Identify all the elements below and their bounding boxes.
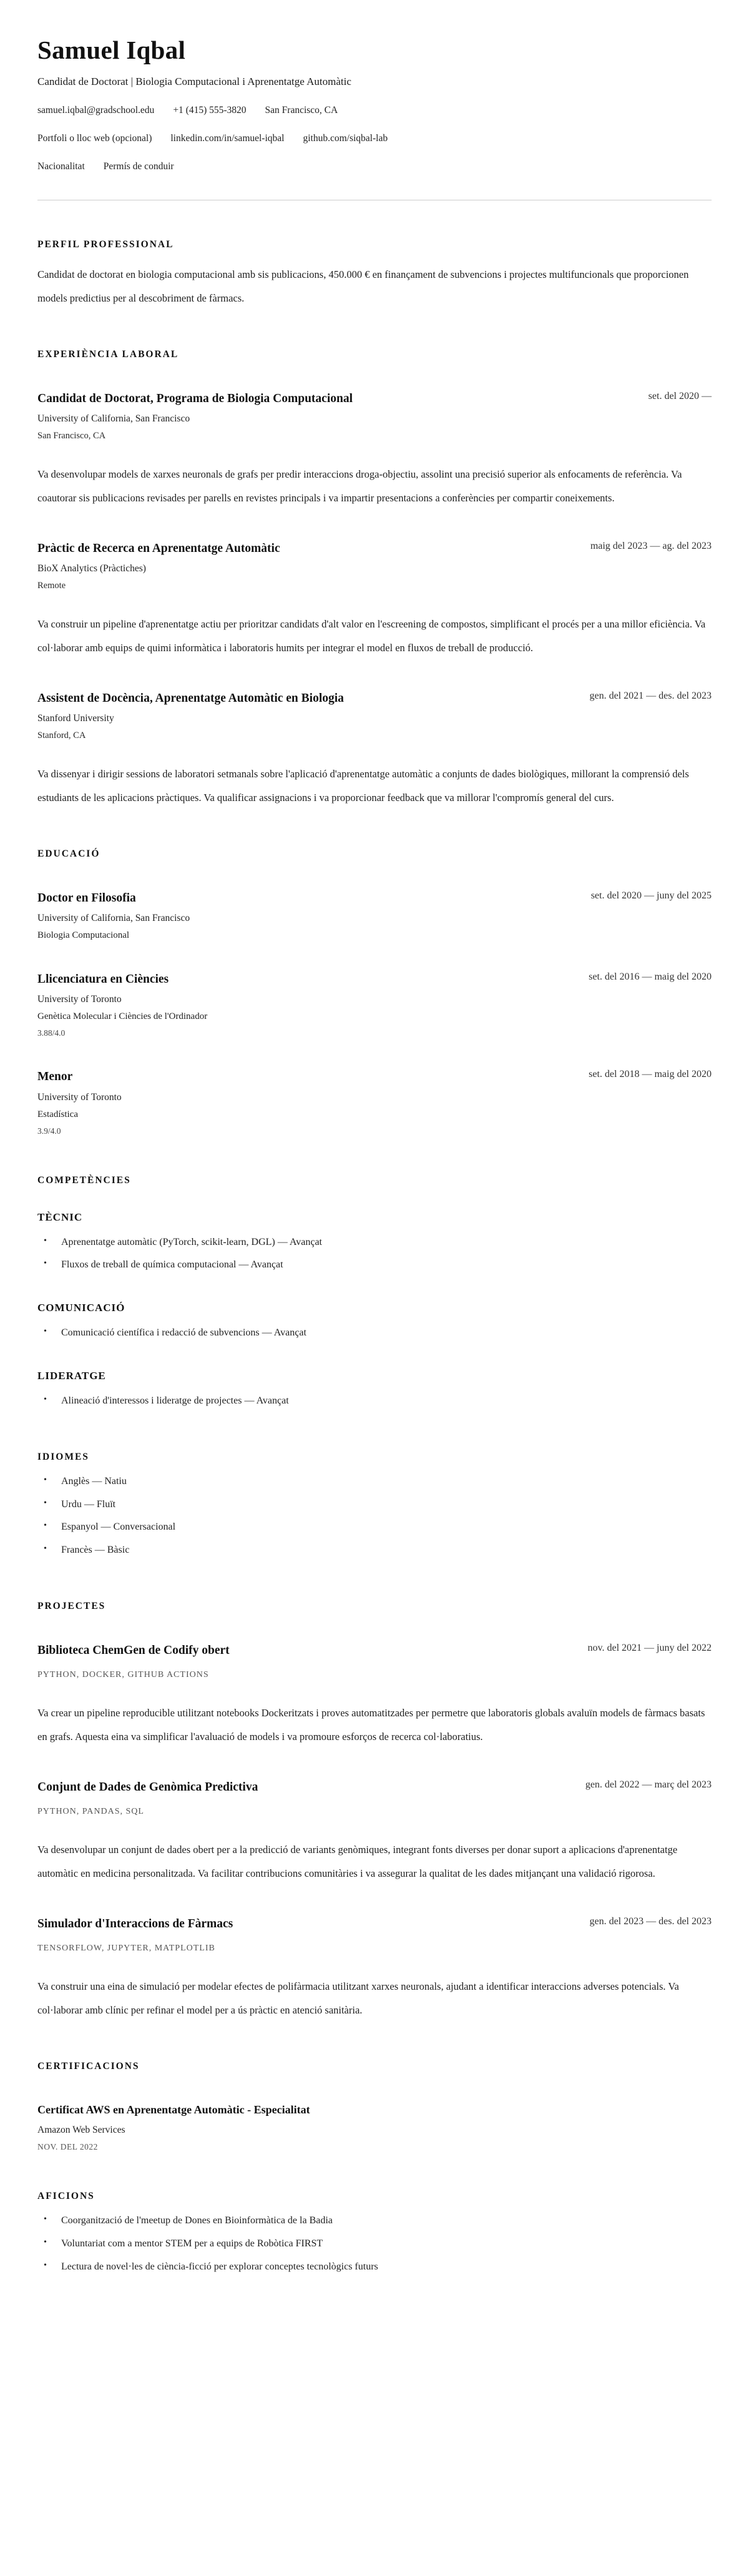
skill-group-title: TÈCNIC [37, 1211, 83, 1223]
contact-row-2 [37, 133, 712, 144]
job-header [37, 539, 712, 558]
certifications-heading: CERTIFICACIONS [37, 2061, 140, 2072]
degree-gpa: 3.88/4.0 [37, 1028, 66, 1038]
skill-list [37, 1322, 712, 1345]
profile-text: Candidat de doctorat en biologia computacional amb sis publicacions, 450.000 € en finançament de subvencions i projectes multifuncionals que proporcionen models predictius per al descobriment de fàrmacs. [37, 268, 689, 304]
skill-item: • Aprenentatge automàtic (PyTorch, scikit-learn, DGL) — Avançat [37, 1231, 712, 1254]
section-skills [37, 1175, 712, 1413]
degree-field: Biologia Computacional [37, 930, 130, 941]
language-item: • Francès — Bàsic [37, 1539, 712, 1562]
project-entry [37, 1777, 712, 1885]
contact-email: samuel.iqbal@gradschool.edu [37, 105, 155, 116]
project-dates: nov. del 2021 — juny del 2022 [587, 1643, 712, 1653]
skills-heading: COMPETÈNCIES [37, 1174, 131, 1186]
section-hobbies [37, 2191, 712, 2278]
resume-header [37, 35, 712, 200]
job-entry [37, 539, 712, 660]
degree-school: University of Toronto [37, 1091, 122, 1103]
project-entry [37, 1641, 712, 1749]
job-header [37, 389, 712, 408]
project-description: Va crear un pipeline reproducible utilitzant notebooks Dockeritzats i proves automatitzades per permetre que laboratoris globals avaluïn models de fàrmacs basats en grafs. Aquesta eina va simplificar l'avaluació de models i va promoure esforços de recerca col·laboratius. [37, 1707, 705, 1743]
degree-gpa: 3.9/4.0 [37, 1126, 61, 1136]
job-location: Remote [37, 581, 66, 591]
degree-title: Menor [37, 1070, 73, 1084]
project-dates: gen. del 2022 — març del 2023 [585, 1779, 712, 1791]
skill-group-title: COMUNICACIÓ [37, 1302, 125, 1314]
contact-location: San Francisco, CA [265, 105, 338, 116]
job-dates: gen. del 2021 — des. del 2023 [589, 691, 712, 701]
degree-school: University of California, San Francisco [37, 913, 190, 924]
job-header [37, 689, 712, 708]
project-title: Biblioteca ChemGen de Codify obert [37, 1644, 230, 1657]
degree-header [37, 888, 712, 908]
language-list [37, 1470, 712, 1562]
language-item: • Urdu — Fluït [37, 1493, 712, 1517]
certification-entry [37, 2101, 712, 2152]
section-projects [37, 1601, 712, 2022]
contact-github: github.com/siqbal-lab [303, 133, 388, 144]
project-stack: PYTHON, DOCKER, GITHUB ACTIONS [37, 1670, 209, 1680]
profile-heading: PERFIL PROFESSIONAL [37, 239, 174, 250]
contact-nationality: Nacionalitat [37, 161, 85, 172]
hobbies-heading: AFICIONS [37, 2190, 95, 2201]
degree-entry [37, 888, 712, 941]
job-entry [37, 689, 712, 810]
projects-heading: PROJECTES [37, 1601, 106, 1611]
skill-group-title: LIDERATGE [37, 1370, 106, 1382]
languages-heading: IDIOMES [37, 1451, 89, 1462]
project-title: Simulador d'Interaccions de Fàrmacs [37, 1917, 233, 1931]
degree-entry [37, 1067, 712, 1136]
contact-row-1 [37, 105, 712, 116]
project-header [37, 1914, 712, 1934]
language-item: • Anglès — Natiu [37, 1470, 712, 1493]
contact-row-3 [37, 161, 712, 172]
certification-title: Certificat AWS en Aprenentatge Automàtic - Especialitat [37, 2103, 310, 2116]
project-header [37, 1641, 712, 1660]
degree-entry [37, 970, 712, 1038]
project-title: Conjunt de Dades de Genòmica Predictiva [37, 1781, 258, 1794]
degree-title: Llicenciatura en Ciències [37, 973, 169, 986]
project-stack: TENSORFLOW, JUPYTER, MATPLOTLIB [37, 1944, 215, 1954]
hobby-item: • Lectura de novel·les de ciència-ficció per explorar conceptes tecnològics futurs [37, 2256, 712, 2279]
job-company: Stanford University [37, 713, 114, 724]
job-dates: maig del 2023 — ag. del 2023 [590, 540, 712, 551]
job-entry [37, 389, 712, 510]
language-item: • Espanyol — Conversacional [37, 1516, 712, 1539]
section-education [37, 848, 712, 1136]
degree-header [37, 1067, 712, 1086]
skill-list [37, 1390, 712, 1413]
degree-field: Estadística [37, 1109, 78, 1119]
degree-dates: set. del 2020 — juny del 2025 [590, 890, 712, 902]
project-description: Va desenvolupar un conjunt de dades obert per a la predicció de variants genòmiques, integrant fonts diverses per donar suport a aplicacions d'aprenentatge automàtic en medicina personalitzada. Va facilitar contribucions comunitàries i va assegurar la qualitat de les dades mitjançant una validació rigorosa. [37, 1844, 678, 1880]
project-entry [37, 1914, 712, 2022]
degree-header [37, 970, 712, 989]
contact-linkedin: linkedin.com/in/samuel-iqbal [170, 133, 285, 144]
section-languages [37, 1452, 712, 1562]
candidate-name: Samuel Iqbal [37, 36, 186, 64]
candidate-headline: Candidat de Doctorat | Biologia Computacional i Aprenentatge Automàtic [37, 76, 351, 87]
degree-field: Genètica Molecular i Ciències de l'Ordinador [37, 1011, 208, 1022]
project-header [37, 1777, 712, 1797]
education-heading: EDUCACIÓ [37, 848, 100, 860]
degree-title: Doctor en Filosofia [37, 892, 136, 905]
contact-portfolio: Portfoli o lloc web (opcional) [37, 133, 152, 144]
certification-issuer: Amazon Web Services [37, 2124, 125, 2135]
job-description: Va construir un pipeline d'aprenentatge actiu per prioritzar candidats d'alt valor en l'escreening de compostos, simplificant el procés per a una millor eficiència. Va col·laborar amb equips de quimi informàtica i laboratoris humits per integrar el model en fluxos de treball de producció. [37, 618, 706, 654]
skill-item: • Alineació d'interessos i lideratge de projectes — Avançat [37, 1390, 712, 1413]
job-dates: set. del 2020 — [648, 390, 712, 401]
certification-date: NOV. DEL 2022 [37, 2141, 98, 2151]
project-stack: PYTHON, PANDAS, SQL [37, 1807, 144, 1817]
hobby-item: • Voluntariat com a mentor STEM per a equips de Robòtica FIRST [37, 2233, 712, 2256]
job-location: Stanford, CA [37, 730, 86, 741]
job-description: Va desenvolupar models de xarxes neuronals de grafs per predir interaccions droga-objectiu, assolint una precisió superior als enfocaments de referència. Va coautorar sis publicacions revisades per parells en revistes principals i va impartir presentacions a conferències per compartir coneixements. [37, 468, 682, 504]
skill-list [37, 1231, 712, 1277]
contact-driving-license: Permís de conduir [103, 161, 174, 172]
degree-school: University of Toronto [37, 994, 122, 1005]
skill-item: • Comunicació científica i redacció de subvencions — Avançat [37, 1322, 712, 1345]
job-description: Va dissenyar i dirigir sessions de laboratori setmanals sobre l'aplicació d'aprenentatge automàtic a conjunts de dades biològiques, millorant la comprensió dels estudiants de les aplicacions pràctiques. Va qualificar assignacions i va proporcionar feedback que va millorar l'compromís general del curs. [37, 768, 689, 804]
contact-phone: +1 (415) 555-3820 [173, 105, 247, 116]
job-title: Pràctic de Recerca en Aprenentatge Automàtic [37, 541, 280, 555]
job-company: BioX Analytics (Pràctiches) [37, 563, 146, 574]
job-location: San Francisco, CA [37, 431, 106, 441]
experience-heading: EXPERIÈNCIA LABORAL [37, 348, 179, 360]
job-title: Assistent de Docència, Aprenentatge Automàtic en Biologia [37, 692, 344, 705]
hobby-item: • Coorganització de l'meetup de Dones en Bioinformàtica de la Badia [37, 2210, 712, 2233]
job-company: University of California, San Francisco [37, 413, 190, 425]
project-description: Va construir una eina de simulació per modelar efectes de polifàrmacia utilitzant xarxes neuronals, ajudant a identificar interaccions adverses potencials. Va col·laborar amb clínic per refinar el model per a ús pràctic en atenció sanitària. [37, 1980, 679, 2017]
section-certifications [37, 2061, 712, 2152]
degree-dates: set. del 2018 — maig del 2020 [589, 1069, 712, 1080]
project-dates: gen. del 2023 — des. del 2023 [589, 1916, 712, 1927]
section-experience [37, 349, 712, 810]
degree-dates: set. del 2016 — maig del 2020 [589, 971, 712, 983]
job-title: Candidat de Doctorat, Programa de Biologia Computacional [37, 391, 353, 405]
hobby-list [37, 2210, 712, 2278]
skill-item: • Fluxos de treball de química computacional — Avançat [37, 1254, 712, 1277]
section-profile [37, 239, 712, 310]
